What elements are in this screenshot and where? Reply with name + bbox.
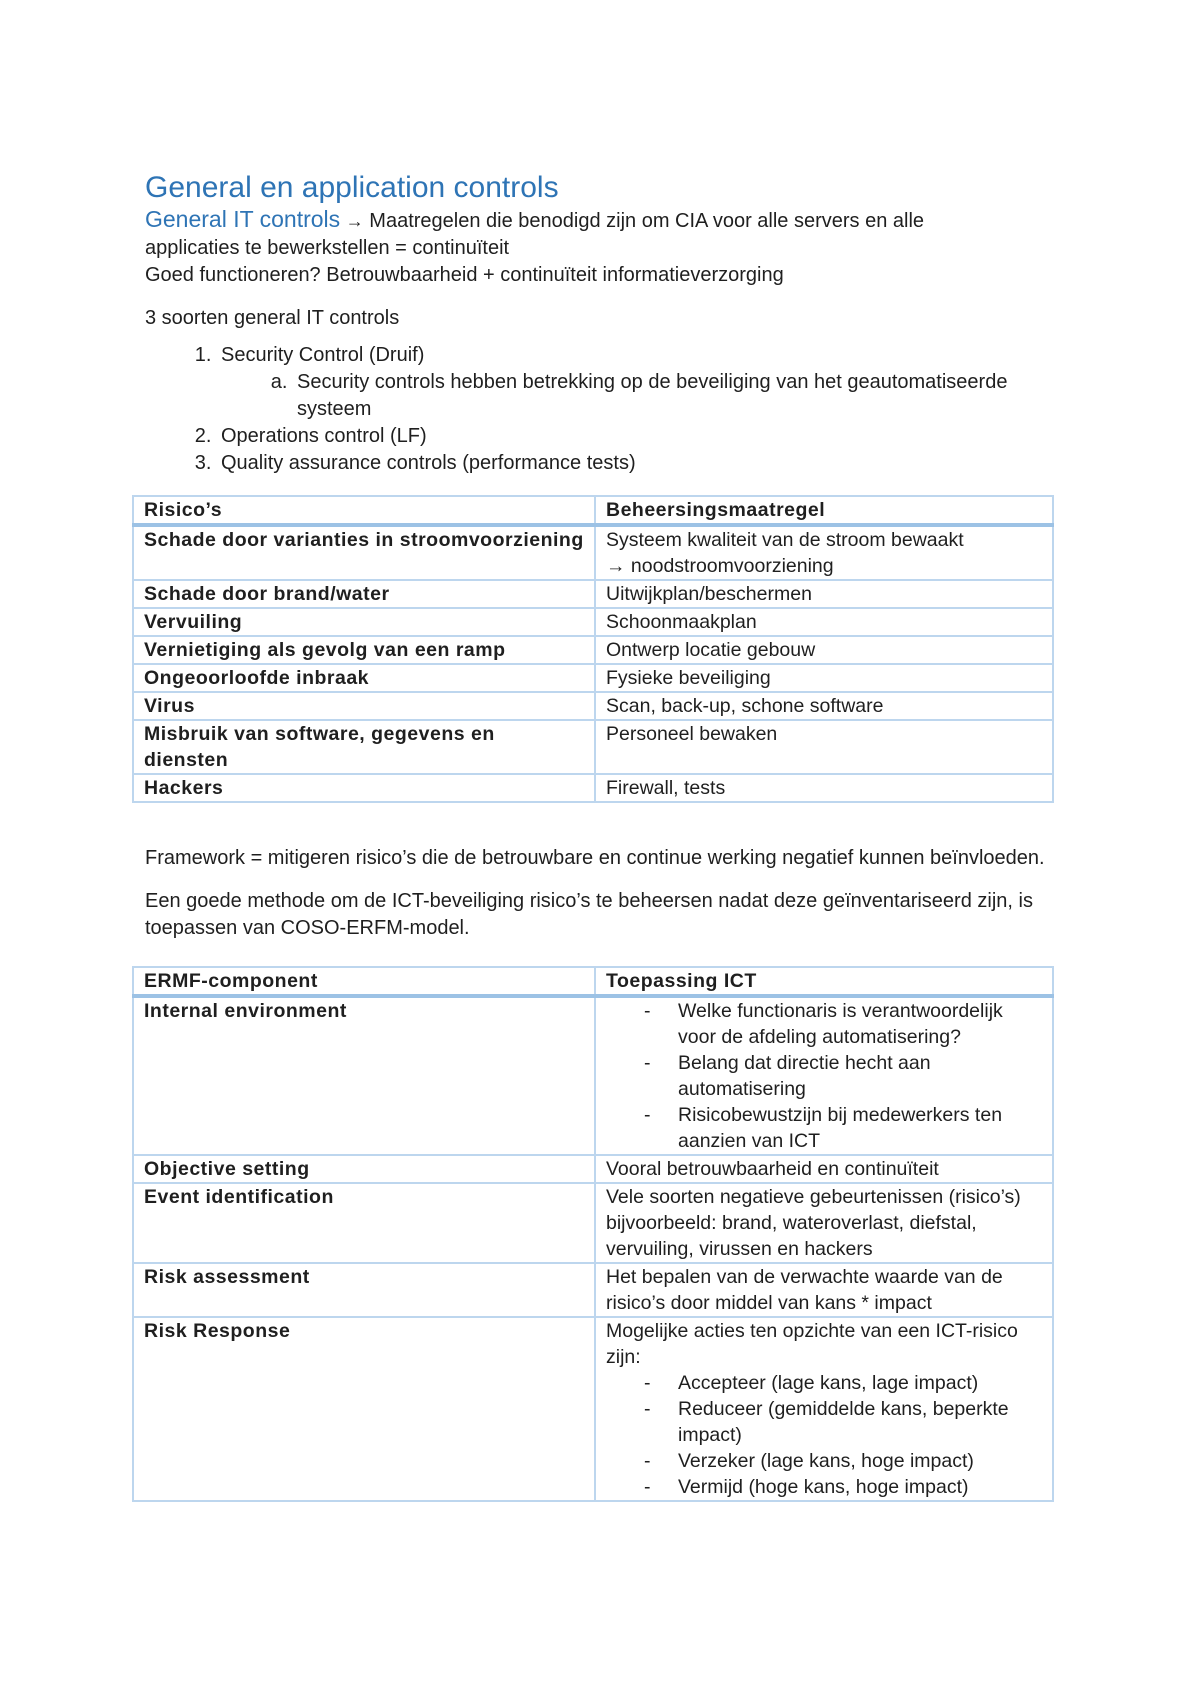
measure-text: Systeem kwaliteit van de stroom bewaakt xyxy=(606,529,964,551)
general-it-paragraph xyxy=(145,206,1055,262)
framework-paragraph: Framework = mitigeren risico’s die de betrouwbare en continue werking negatief kunnen beïnvloeden. xyxy=(145,847,1045,869)
risk-cell: Virus xyxy=(133,692,595,720)
column-header: Risico’s xyxy=(133,496,595,525)
table-row xyxy=(133,692,1053,720)
risk-cell: Schade door brand/water xyxy=(133,580,595,608)
measure-cell: Scan, back-up, schone software xyxy=(595,692,1053,720)
bullet-list xyxy=(606,1370,1042,1500)
table-row xyxy=(133,608,1053,636)
table-row xyxy=(133,996,1053,1155)
method-paragraph: Een goede methode om de ICT-beveiliging risico’s te beheersen nadat deze geïnventariseerd zijn, is toepassen van COSO-ERFM-model. xyxy=(145,890,1033,939)
page-title: General en application controls xyxy=(145,171,559,204)
list-item: - Welke functionaris is verantwoordelijk voor de afdeling automatisering? xyxy=(678,998,1042,1050)
application-cell: Vele soorten negatieve gebeurtenissen (risico’s) bijvoorbeeld: brand, wateroverlast, diefstal, vervuiling, virussen en hackers xyxy=(595,1183,1053,1263)
table-row xyxy=(133,1263,1053,1317)
table-row xyxy=(133,580,1053,608)
general-it-line3: Goed functioneren? Betrouwbaarheid + continuïteit informatieverzorging xyxy=(145,264,784,286)
controls-list xyxy=(145,342,1055,477)
table-row xyxy=(133,720,1053,774)
bullet-list xyxy=(606,998,1042,1154)
measure-cell xyxy=(595,525,1053,580)
measure-cell: Schoonmaakplan xyxy=(595,608,1053,636)
risk-cell: Vervuiling xyxy=(133,608,595,636)
table-row xyxy=(133,1155,1053,1183)
table-row xyxy=(133,525,1053,580)
document-page xyxy=(145,170,1055,1502)
ermf-table xyxy=(132,966,1054,1502)
measure-cell: Ontwerp locatie gebouw xyxy=(595,636,1053,664)
risk-table xyxy=(132,495,1054,803)
component-cell: Risk Response xyxy=(133,1317,595,1501)
component-cell: Risk assessment xyxy=(133,1263,595,1317)
list-item: 3. Quality assurance controls (performance tests) xyxy=(217,450,1055,477)
arrow-right-icon: → xyxy=(345,211,364,231)
application-cell: Het bepalen van de verwachte waarde van de risico’s door middel van kans * impact xyxy=(595,1263,1053,1317)
measure-cell: Personeel bewaken xyxy=(595,720,1053,774)
column-header: Beheersingsmaatregel xyxy=(595,496,1053,525)
measure-cell: Fysieke beveiliging xyxy=(595,664,1053,692)
measure-text-2: → noodstroomvoorziening xyxy=(606,555,834,577)
list-item: - Risicobewustzijn bij medewerkers ten aanzien van ICT xyxy=(678,1102,1042,1154)
application-cell xyxy=(595,1317,1053,1501)
component-cell: Internal environment xyxy=(133,996,595,1155)
component-cell: Objective setting xyxy=(133,1155,595,1183)
list-item: - Reduceer (gemiddelde kans, beperkte impact) xyxy=(678,1396,1042,1448)
table-row xyxy=(133,664,1053,692)
table-row xyxy=(133,636,1053,664)
sub-list xyxy=(221,369,1055,423)
list-item: - Belang dat directie hecht aan automatisering xyxy=(678,1050,1042,1102)
risk-cell: Vernietiging als gevolg van een ramp xyxy=(133,636,595,664)
risk-cell: Ongeoorloofde inbraak xyxy=(133,664,595,692)
list-item: 2. Operations control (LF) xyxy=(217,423,1055,450)
column-header: ERMF-component xyxy=(133,967,595,996)
application-cell: Vooral betrouwbaarheid en continuïteit xyxy=(595,1155,1053,1183)
sub-list-item: a. Security controls hebben betrekking op de beveiliging van het geautomatiseerde systeem xyxy=(293,369,1055,423)
list-item: - Verzeker (lage kans, hoge impact) xyxy=(678,1448,1042,1474)
risk-cell: Misbruik van software, gegevens en diensten xyxy=(133,720,595,774)
risk-cell: Hackers xyxy=(133,774,595,802)
list-item xyxy=(217,342,1055,423)
application-text: Mogelijke acties ten opzichte van een ICT-risico zijn: xyxy=(606,1320,1018,1368)
list-item: - Vermijd (hoge kans, hoge impact) xyxy=(678,1474,1042,1500)
measure-cell: Uitwijkplan/beschermen xyxy=(595,580,1053,608)
general-it-text-1: Maatregelen die benodigd zijn om CIA voor alle servers en alle xyxy=(363,210,925,232)
table-row xyxy=(133,1183,1053,1263)
general-it-text-2: applicaties te bewerkstellen = continuïteit xyxy=(145,237,510,259)
measure-cell: Firewall, tests xyxy=(595,774,1053,802)
application-cell xyxy=(595,996,1053,1155)
risk-cell: Schade door varianties in stroomvoorziening xyxy=(133,525,595,580)
table-header-row xyxy=(133,967,1053,996)
column-header: Toepassing ICT xyxy=(595,967,1053,996)
component-cell: Event identification xyxy=(133,1183,595,1263)
table-row xyxy=(133,1317,1053,1501)
general-it-heading: General IT controls xyxy=(145,206,341,232)
list-item: - Accepteer (lage kans, lage impact) xyxy=(678,1370,1042,1396)
list-item-label: Security Control (Druif) xyxy=(221,344,425,366)
intro-types: 3 soorten general IT controls xyxy=(145,307,400,329)
table-header-row xyxy=(133,496,1053,525)
table-row xyxy=(133,774,1053,802)
